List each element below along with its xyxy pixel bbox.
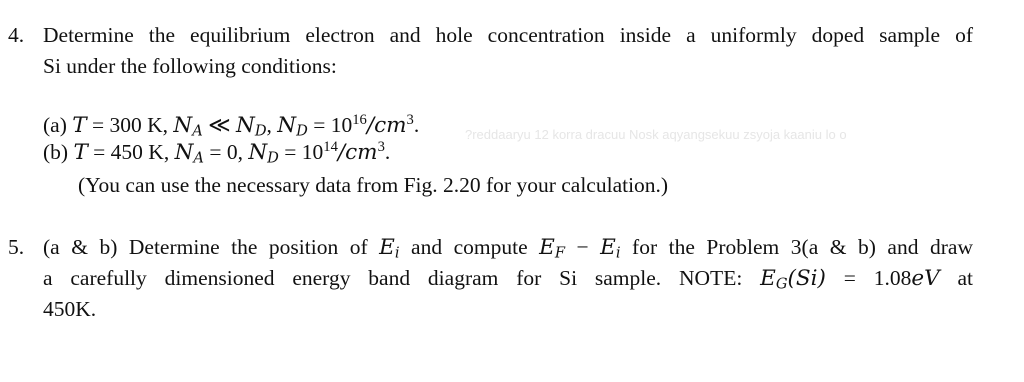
text: a carefully dimensioned energy band diagram for Si sample. NOTE: bbox=[43, 266, 761, 290]
separator: , bbox=[266, 113, 278, 137]
symbol-N: N bbox=[236, 113, 255, 138]
subscript: D bbox=[296, 122, 308, 140]
text: and compute bbox=[399, 235, 540, 259]
subscript: G bbox=[775, 275, 788, 293]
exponent: 16 bbox=[352, 111, 367, 128]
symbol-N: N bbox=[277, 113, 297, 138]
unit: eV bbox=[911, 266, 940, 291]
symbol-N: N bbox=[173, 113, 193, 138]
symbol-N: N bbox=[248, 140, 268, 165]
condition-text: = 450 K, bbox=[87, 140, 175, 164]
problem-5-line-1 bbox=[43, 232, 973, 263]
operator: ≪ bbox=[202, 113, 237, 137]
problem-4-conditions bbox=[43, 112, 668, 198]
problem-5-statement bbox=[43, 232, 973, 325]
condition-a bbox=[43, 112, 668, 139]
symbol-T: T bbox=[73, 140, 88, 165]
text: (a & b) Determine the position of bbox=[43, 235, 380, 259]
condition-text: = 300 K, bbox=[86, 113, 174, 137]
subscript: A bbox=[192, 122, 203, 140]
symbol-N: N bbox=[174, 140, 194, 165]
value: = 1.08 bbox=[825, 266, 912, 290]
period: . bbox=[384, 140, 391, 164]
subscript: F bbox=[554, 244, 565, 262]
text: for the Problem 3(a & b) and draw bbox=[620, 235, 973, 259]
problem-4-line-2: Si under the following conditions: bbox=[43, 54, 337, 78]
exponent: 3 bbox=[377, 138, 385, 155]
subscript: i bbox=[394, 244, 400, 262]
symbol-E: E bbox=[539, 235, 555, 260]
problem-number: 5. bbox=[8, 235, 25, 259]
exponent: 14 bbox=[323, 138, 338, 155]
material: (Si) bbox=[787, 266, 826, 291]
unit: /cm bbox=[366, 113, 407, 138]
problem-4-statement bbox=[43, 20, 973, 82]
symbol-T: T bbox=[72, 113, 87, 138]
problem-4-line-1: Determine the equilibrium electron and hole concentration inside a uniformly doped sample of bbox=[43, 23, 973, 47]
value: = 10 bbox=[307, 113, 353, 137]
subscript: A bbox=[193, 149, 204, 167]
problem-5-line-2 bbox=[43, 263, 973, 294]
operator: − bbox=[565, 235, 601, 259]
symbol-E: E bbox=[379, 235, 395, 260]
symbol-E: E bbox=[600, 235, 616, 260]
unit: /cm bbox=[337, 140, 378, 165]
problem-number: 4. bbox=[8, 23, 25, 47]
calculation-note: (You can use the necessary data from Fig. 2.20 for your calculation.) bbox=[78, 173, 669, 197]
subscript: D bbox=[267, 149, 279, 167]
symbol-E: E bbox=[760, 266, 776, 291]
text: at bbox=[939, 266, 973, 290]
value: = 10 bbox=[278, 140, 324, 164]
condition-label: (b) bbox=[43, 140, 69, 164]
value: = 0, bbox=[203, 140, 249, 164]
subscript: i bbox=[615, 244, 621, 262]
problem-5-line-3: 450K. bbox=[43, 297, 97, 321]
subscript: D bbox=[254, 122, 267, 140]
condition-label: (a) bbox=[43, 113, 67, 137]
faint-watermark-text: ?reddaaryu 12 korra dracuu Nosk aqyangsekuu zsyoja kaaniu lo o bbox=[465, 127, 847, 142]
condition-b bbox=[43, 139, 668, 166]
period: . bbox=[413, 113, 420, 137]
exponent: 3 bbox=[406, 111, 414, 128]
